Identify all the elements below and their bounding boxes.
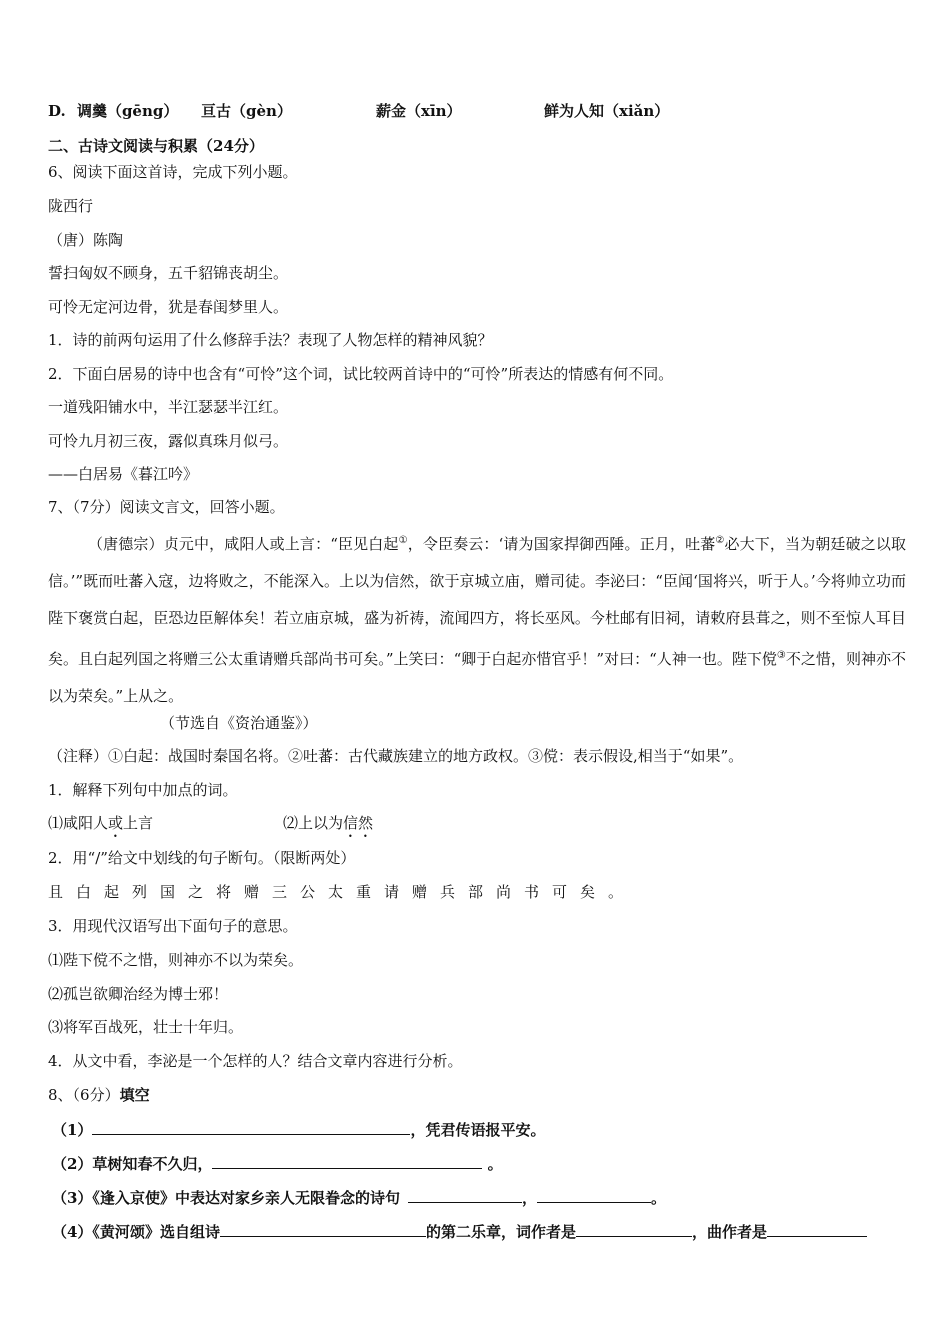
q6-bai-line-2: 可怜九月初三夜，露似真珠月似弓。 <box>48 432 289 450</box>
q7-sub2-sentence: 且白起列国之将赠三公太重请赠兵部尚书可矣。 <box>48 883 637 901</box>
section-2-title: 二、古诗文阅读与积累（24分） <box>48 137 264 155</box>
dotted-word-huo: 或 <box>108 814 124 832</box>
q7-sub1-a-pre: ⑴咸阳人 <box>48 814 109 832</box>
q7-sub3-item-2: ⑵孤岂欲卿治经为博士邪！ <box>48 985 229 1003</box>
q7-sub3-item-1: ⑴陛下傥不之惜，则神亦不以为荣矣。 <box>48 951 304 969</box>
q8-l3-post: 。 <box>650 1189 666 1207</box>
q8-fill-line-2 <box>52 1153 503 1174</box>
q6-subquestion-2: 2．下面白居易的诗中也含有“可怜”这个词，试比较两首诗中的“可怜”所表达的情感有何不同。 <box>48 365 674 383</box>
q8-l1-post: ，凭君传语报平安。 <box>410 1121 546 1139</box>
q8-fill-line-1 <box>52 1119 545 1140</box>
blank-1[interactable] <box>92 1119 410 1135</box>
q8-l4-pre: （4）《黄河颂》选自组诗 <box>52 1223 220 1241</box>
q8-l4-mid1: 的第二乐章，词作者是 <box>425 1223 576 1241</box>
option-d-label: D. <box>48 102 66 120</box>
q7-subquestion-3: 3．用现代汉语写出下面句子的意思。 <box>48 917 298 935</box>
q8-l3-pre: （3）《逢入京使》中表达对家乡亲人无限眷念的诗句 <box>52 1189 400 1207</box>
option-d-word-4: 鲜为人知（xiǎn） <box>544 102 670 120</box>
blank-4b[interactable] <box>576 1221 692 1237</box>
q8-intro-number: 8、（6分） <box>48 1086 120 1104</box>
q8-fill-line-4 <box>52 1221 867 1242</box>
option-d-word-2: 亘古（gèn） <box>201 102 292 120</box>
q7-intro: 7、（7分）阅读文言文，回答小题。 <box>48 498 285 516</box>
blank-4c[interactable] <box>767 1221 867 1237</box>
q8-l3-mid: ， <box>521 1189 537 1207</box>
q7-subquestion-4: 4．从文中看，李泌是一个怎样的人？结合文章内容进行分析。 <box>48 1052 463 1070</box>
q8-l2-pre: （2）草树知春不久归， <box>52 1155 213 1173</box>
footnote-marker-3: ③ <box>776 650 786 661</box>
option-d-row <box>48 101 178 121</box>
q7-subquestion-1: 1．解释下列句中加点的词。 <box>48 781 238 799</box>
q7-sub3-item-3: ⑶将军百战死，壮士十年归。 <box>48 1018 244 1036</box>
q7-subquestion-2: 2．用“/”给文中划线的句子断句。（限断两处） <box>48 849 356 867</box>
option-d-word-3: 薪金（xīn） <box>376 102 462 120</box>
footnote-marker-1: ① <box>398 535 408 546</box>
q6-poem-line-2: 可怜无定河边骨，犹是春闺梦里人。 <box>48 298 289 316</box>
q7-sub1-item-a <box>48 813 153 841</box>
q7-text-part-d: 不之惜，则神亦不以为荣矣。”上从之。 <box>48 650 906 705</box>
q8-intro <box>48 1085 150 1105</box>
q7-classical-text <box>48 522 906 715</box>
blank-4a[interactable] <box>220 1221 426 1237</box>
q6-intro: 6、阅读下面这首诗，完成下列小题。 <box>48 163 298 181</box>
blank-3a[interactable] <box>408 1187 522 1203</box>
q7-text-part-b: ，令臣奏云：‘请为国家捍御西陲。正月，吐蕃 <box>407 535 716 553</box>
q6-poem-line-1: 誓扫匈奴不顾身，五千貂锦丧胡尘。 <box>48 264 289 282</box>
q6-bai-source: ——白居易《暮江吟》 <box>48 465 199 483</box>
blank-3b[interactable] <box>537 1187 651 1203</box>
q8-l2-post: 。 <box>482 1155 503 1173</box>
q8-fill-line-3 <box>52 1187 666 1208</box>
q7-sub1-b-pre: ⑵上以为 <box>283 814 344 832</box>
footnote-marker-2: ② <box>715 535 725 546</box>
dotted-word-xinran: 信然 <box>343 814 374 832</box>
q7-source: （节选自《资治通鉴》） <box>160 714 318 732</box>
q7-sub1-item-b <box>283 813 373 841</box>
q6-poem-title: 陇西行 <box>48 197 94 215</box>
q6-bai-line-1: 一道残阳铺水中，半江瑟瑟半江红。 <box>48 398 289 416</box>
q7-notes: （注释）①白起：战国时秦国名将。②吐蕃：古代藏族建立的地方政权。③傥：表示假设,相当于“如果”。 <box>48 747 744 765</box>
blank-2[interactable] <box>212 1153 482 1169</box>
q7-text-part-a: （唐德宗）贞元中，咸阳人或上言：“臣见白起 <box>88 535 399 553</box>
q7-text-part-c: 必大下，当为朝廷破之以取信。’”既而吐蕃入寇，边将败之，不能深入。上以为信然，欲于京城立庙，赠司徒。李泌曰：“臣闻‘国将兴，听于人。’今将帅立功而陛下褒赏白起，臣恐边臣解体矣！若立庙京城，盛为祈祷，流闻四方，将长巫风。今杜邮有旧祠，请敕府县葺之，则不至惊人耳目矣。且白起列国之将赠三公太重请赠兵部尚书可矣。”上笑曰：“卿于白起亦惜官乎！”对曰：“人神一也。陛下傥 <box>48 535 906 668</box>
q8-l4-mid2: ，曲作者是 <box>691 1223 767 1241</box>
q7-sub1-a-post: 上言 <box>123 814 154 832</box>
q6-poem-author: （唐）陈陶 <box>48 231 124 249</box>
option-d-word-1: 调羹（gēng） <box>76 102 179 120</box>
q8-intro-title: 填空 <box>119 1086 150 1104</box>
q6-subquestion-1: 1．诗的前两句运用了什么修辞手法？表现了人物怎样的精神风貌？ <box>48 331 493 349</box>
q8-l1-pre: （1） <box>52 1121 93 1139</box>
